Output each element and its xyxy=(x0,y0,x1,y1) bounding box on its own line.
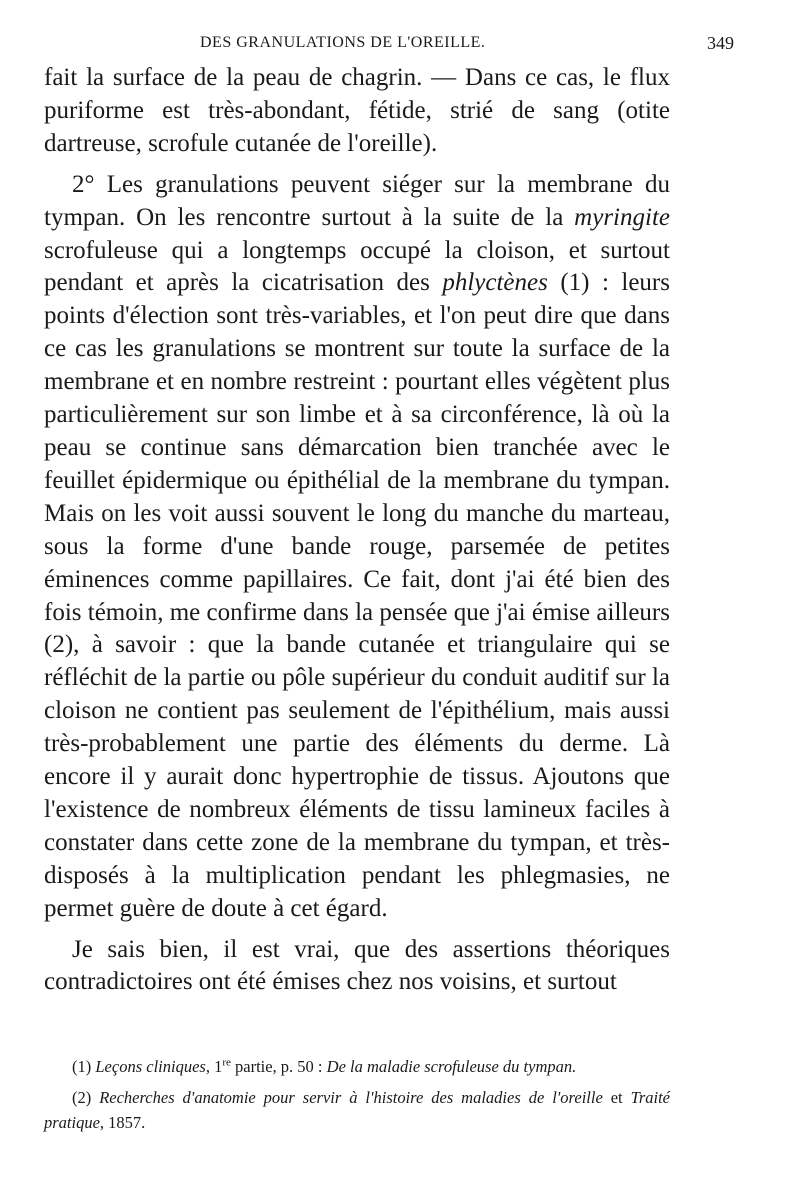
term-myringite: myringite xyxy=(574,203,670,231)
page-header xyxy=(44,30,758,60)
running-title: DES GRANULATIONS DE L'OREILLE. xyxy=(200,34,486,51)
footnote-2-year: , 1857. xyxy=(99,1113,146,1132)
footnote-2-title-2: Traité pratique xyxy=(44,1088,670,1132)
footnotes xyxy=(44,1054,670,1141)
paragraph-3: Je sais bien, il est vrai, que des assertions théoriques contradictoires ont été émises chez nos voisins, et surtout xyxy=(44,935,670,996)
footnote-1-title: Leçons cliniques xyxy=(95,1057,206,1076)
term-phlyctenes: phlyctènes xyxy=(442,269,548,297)
body-text xyxy=(44,62,670,999)
footnote-1-text-c: , 1 xyxy=(205,1057,223,1076)
footnote-2 xyxy=(44,1085,670,1135)
footnote-1-marker: (1) xyxy=(72,1057,96,1076)
footnote-2-text-c: et xyxy=(602,1088,631,1107)
paragraph-2 xyxy=(44,169,670,926)
footnote-2-marker: (2) xyxy=(72,1088,100,1107)
footnote-1-text-d: partie, p. 50 : xyxy=(230,1057,327,1076)
paragraph-2-text-c: scrofuleuse qui a longtemps occupé la cloison, et surtout pendant et après la cicatrisation des xyxy=(44,236,670,297)
paragraph-2-text-a: 2° Les granulations peuvent siéger sur la membrane du tympan. On les rencontre surtout à la suite de la xyxy=(44,170,670,231)
footnote-2-title: Recherches d'anatomie pour servir à l'histoire des maladies de l'oreille xyxy=(99,1088,603,1107)
footnote-1 xyxy=(44,1054,670,1079)
footnote-1-subtitle: De la maladie scrofuleuse du tympan. xyxy=(326,1057,577,1076)
paragraph-2-text-e: (1) : leurs points d'élection sont très-variables, et l'on peut dire que dans ce cas les granulations se montrent sur toute la surface de la membrane et en nombre restreint : pourtant elles végètent plus particulièrement sur son limbe et à sa circonférence, là où la peau se continue sans démarcation bien tranchée avec le feuillet épidermique ou épithélial de la membrane du tympan. Mais on les voit aussi souvent le long du manche du marteau, sous la forme d'une bande rouge, parsemée de petites éminences comme papillaires. Ce fait, dont j'ai été bien des fois témoin, me confirme dans la pensée que j'ai émise ailleurs (2), à savoir : que la bande cutanée et triangulaire qui se réfléchit de la partie ou pôle supérieur du conduit auditif sur la cloison ne contient pas seulement de l'épithélium, mais aussi très-probablement une partie des éléments du derme. Là encore il y aurait donc hypertrophie de tissus. Ajoutons que l'existence de nombreux éléments de tissu lamineux faciles à constater dans cette zone de la membrane du tympan, et très-disposés à la multiplication pendant les phlegmasies, ne permet guère de doute à cet égard. xyxy=(44,269,670,922)
footnote-1-sup: re xyxy=(222,1056,231,1069)
page-number: 349 xyxy=(707,33,734,53)
paragraph-1: fait la surface de la peau de chagrin. — Dans ce cas, le flux puriforme est très-abondant, fétide, strié de sang (otite dartreuse, scrofule cutanée de l'oreille). xyxy=(44,64,670,157)
